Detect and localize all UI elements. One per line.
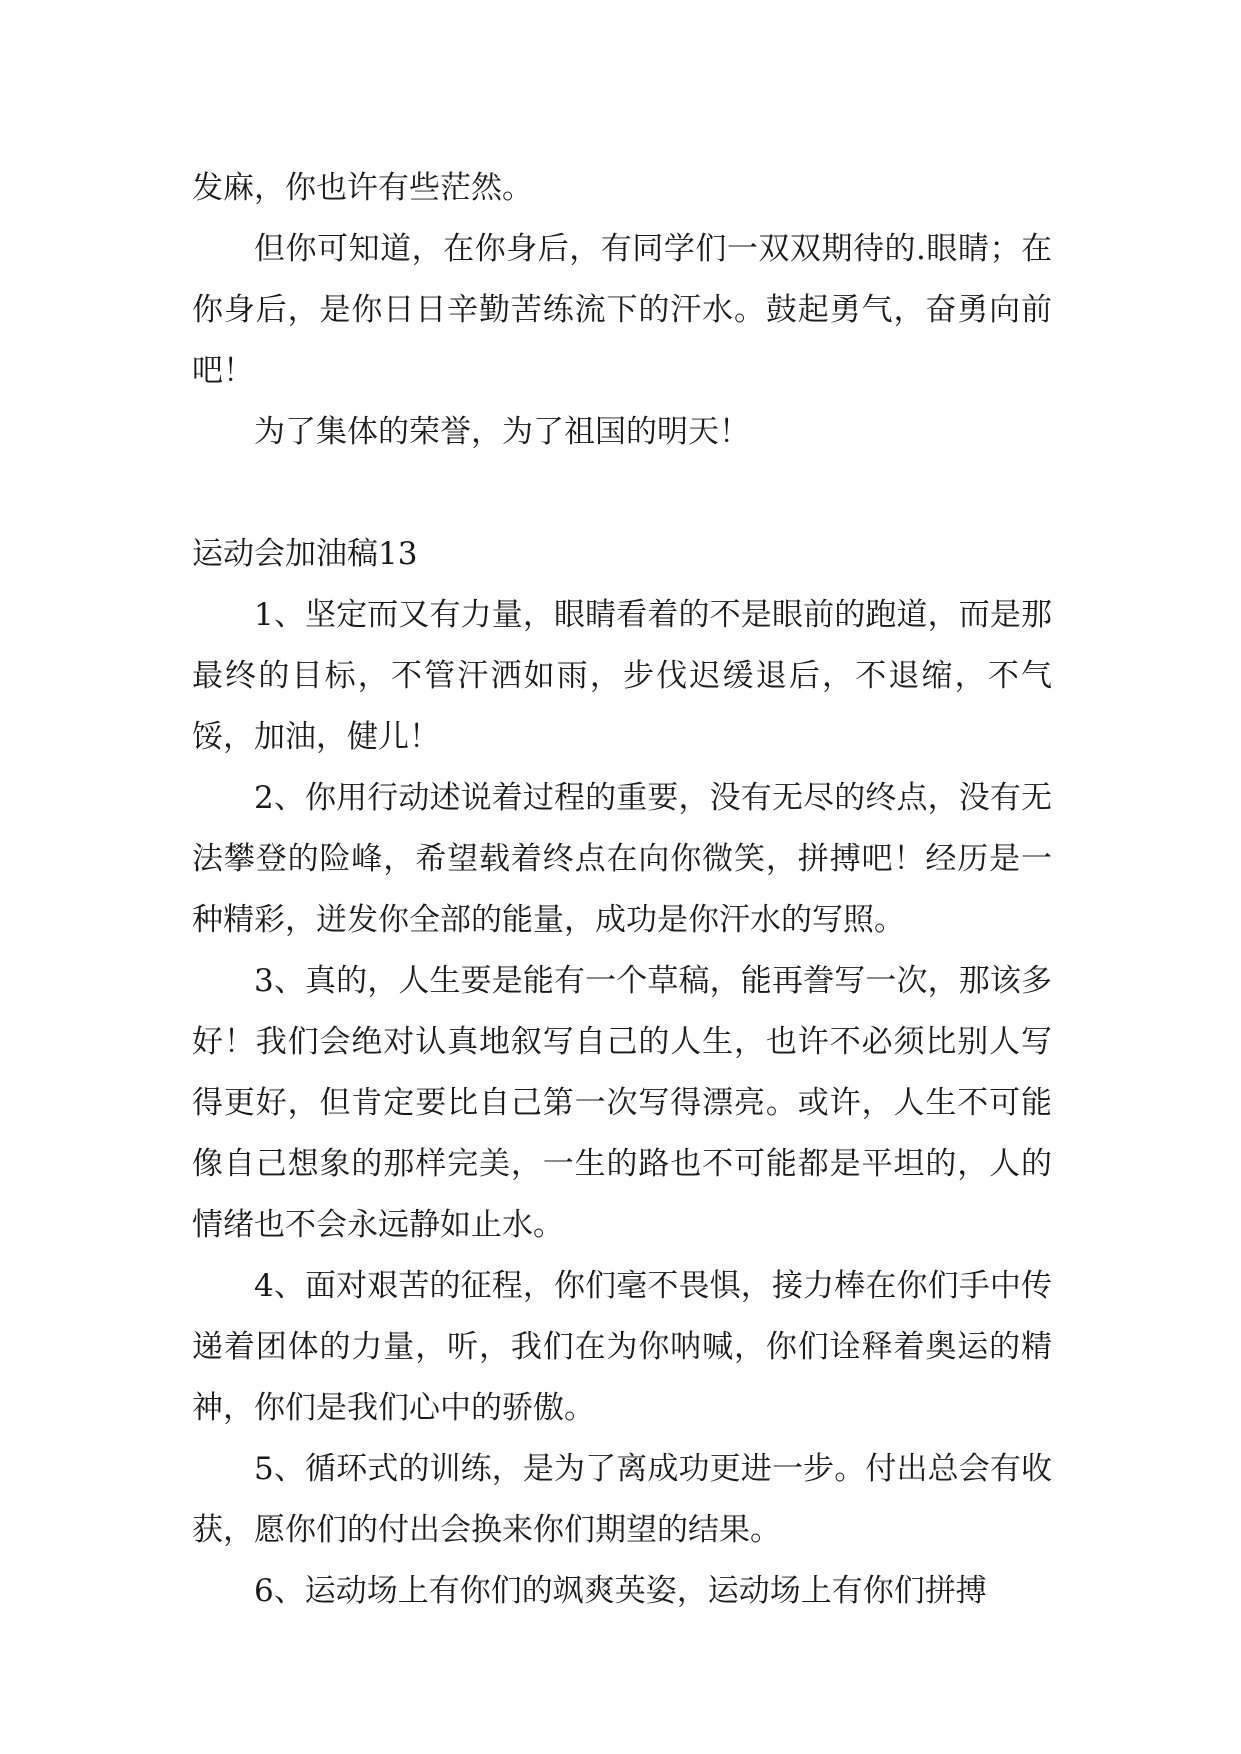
list-item: 2、你用行动述说着过程的重要，没有无尽的终点，没有无法攀登的险峰，希望载着终点在向你微笑，拼搏吧！经历是一种精彩，迸发你全部的能量，成功是你汗水的写照。: [192, 780, 1052, 938]
list-item: 6、运动场上有你们的飒爽英姿，运动场上有你们拼搏: [254, 1573, 987, 1609]
list-item: 1、坚定而又有力量，眼睛看着的不是眼前的跑道，而是那最终的目标，不管汗洒如雨，步伐迟缓退后，不退缩，不气馁，加油，健儿！: [192, 597, 1052, 755]
list-item: 4、面对艰苦的征程，你们毫不畏惧，接力棒在你们手中传递着团体的力量，听，我们在为你呐喊，你们诠释着奥运的精神，你们是我们心中的骄傲。: [192, 1268, 1052, 1426]
section-gap: [192, 463, 1052, 524]
document-body: [192, 158, 1052, 1622]
paragraph-continuation: 发麻，你也许有些茫然。: [192, 170, 533, 206]
paragraph-closing: 为了集体的荣誉，为了祖国的明天！: [254, 414, 750, 450]
list-item: 5、循环式的训练，是为了离成功更进一步。付出总会有收获，愿你们的付出会换来你们期望的结果。: [192, 1451, 1052, 1548]
section-heading: 运动会加油稿13: [192, 536, 418, 572]
paragraph-encouragement: 但你可知道，在你身后，有同学们一双双期待的.眼睛；在你身后，是你日日辛勤苦练流下的汗水。鼓起勇气，奋勇向前吧！: [192, 231, 1052, 389]
list-item: 3、真的，人生要是能有一个草稿，能再誊写一次，那该多好！我们会绝对认真地叙写自己的人生，也许不必须比别人写得更好，但肯定要比自己第一次写得漂亮。或许，人生不可能像自己想象的那样完美，一生的路也不可能都是平坦的，人的情绪也不会永远静如止水。: [192, 963, 1052, 1243]
